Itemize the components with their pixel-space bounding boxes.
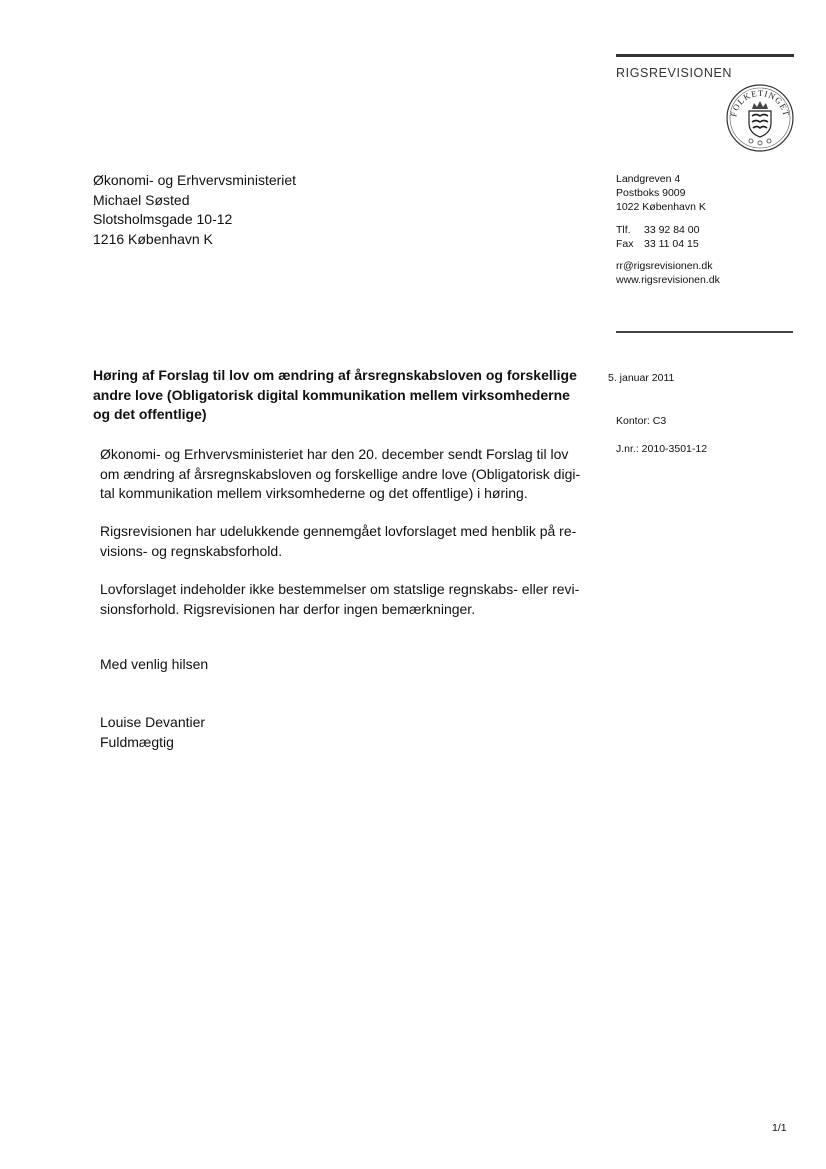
closing-salutation: Med venlig hilsen [100,656,209,672]
signer-title: Fuldmægtig [100,733,174,750]
sender-address-line: Landgreven 4 [616,173,681,185]
fax-label: Fax [616,237,634,250]
sender-address-line: 1022 København K [616,201,706,214]
body-line: om ændring af årsregnskabsloven og forskellige andre love (Obligatorisk digi- [100,465,581,482]
website-link[interactable]: www.rigsrevisionen.dk [616,274,720,287]
body-line: Lovforslaget indeholder ikke bestemmelser om statslige regnskabs- eller revi- [100,581,580,597]
body-paragraph-3 [100,580,579,619]
letterhead-divider [616,331,793,333]
body-paragraph-2 [100,522,576,561]
signer-name: Louise Devantier [100,714,206,730]
journal-number: J.nr.: 2010-3501-12 [616,443,708,455]
letter-subject [93,366,588,425]
phone-row [616,223,720,237]
recipient-line: Økonomi- og Erhvervsministeriet [93,172,297,188]
letterhead-top-rule [616,54,794,57]
seal-text: FOLKETINGET [728,87,792,118]
body-paragraph-1 [100,445,580,504]
email-link[interactable]: rr@rigsrevisionen.dk [616,260,713,273]
body-line: Rigsrevisionen har udelukkende gennemgået lovforslaget med henblik på re- [100,523,577,539]
letter-date: 5. januar 2011 [608,372,675,384]
recipient-line: Slotsholmsgade 10-12 [93,211,233,227]
org-name: RIGSREVISIONEN [616,66,733,80]
recipient-line: Michael Søsted [93,191,190,208]
subject-line: og det offentlige) [93,406,207,422]
office-code: Kontor: C3 [616,415,667,427]
body-line: visions- og regnskabsforhold. [100,542,283,559]
subject-line: andre love (Obligatorisk digital kommunikation mellem virksomhederne [93,386,570,403]
sender-address-line: Postboks 9009 [616,187,686,200]
phone-number: 33 92 84 00 [644,223,700,236]
subject-line: Høring af Forslag til lov om ændring af årsregnskabsloven og forskellige [93,367,577,383]
recipient-address [93,171,296,249]
phone-label: Tlf. [616,223,631,236]
fax-number: 33 11 04 15 [644,237,699,250]
signature-block [100,713,205,752]
sender-contact [616,172,720,287]
recipient-line: 1216 København K [93,230,213,247]
body-line: sionsforhold. Rigsrevisionen har derfor ingen bemærkninger. [100,600,476,617]
folketinget-seal-icon [725,83,795,153]
body-line: Økonomi- og Erhvervsministeriet har den 20. december sendt Forslag til lov [100,446,569,462]
body-line: tal kommunikation mellem virksomhederne og det offentlige) i høring. [100,485,528,501]
fax-row [616,237,720,251]
page-number: 1/1 [772,1122,787,1134]
